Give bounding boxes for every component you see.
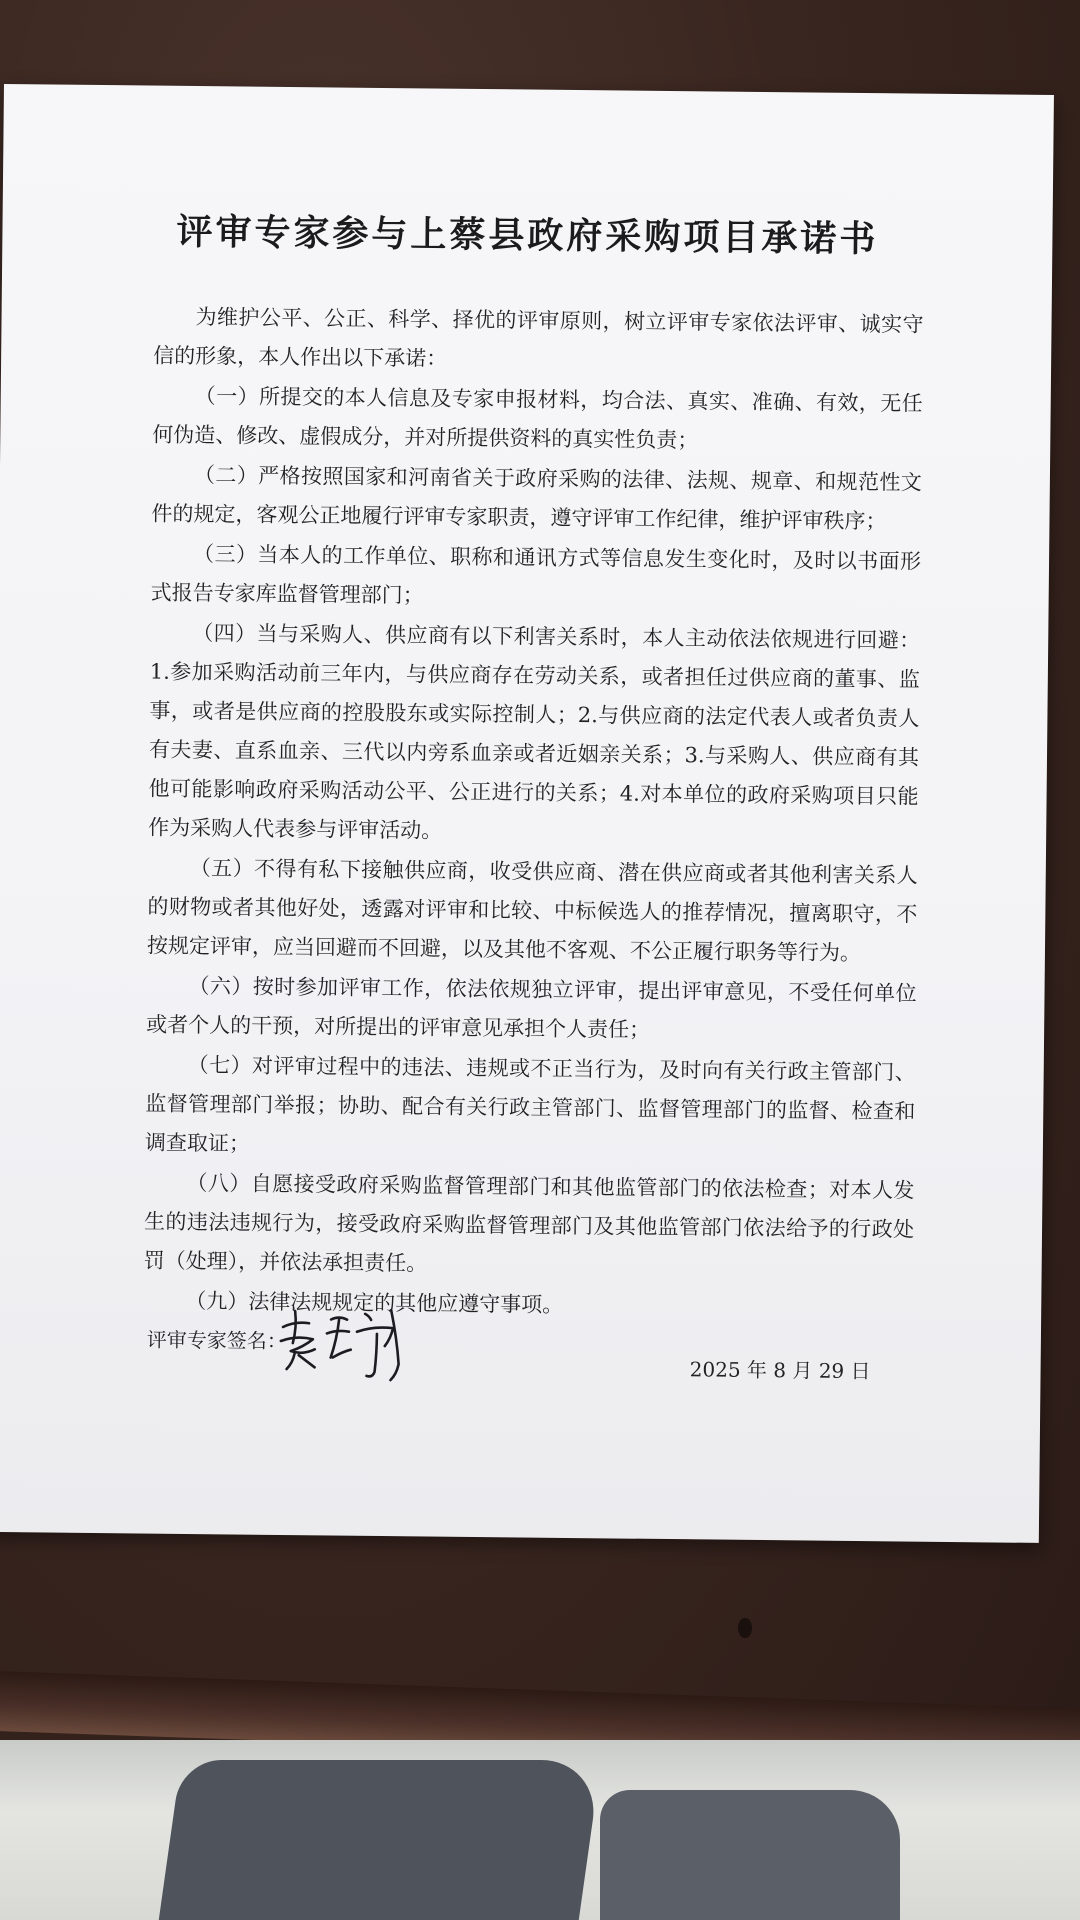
floor-shadow (159, 1760, 601, 1920)
document-body (143, 298, 924, 1330)
paragraph-item-4: （四）当与采购人、供应商有以下利害关系时，本人主动依法依规进行回避：1.参加采购活动前三年内，与供应商存在劳动关系，或者担任过供应商的董事、监事，或者是供应商的控股股东或实际控制人；2.与供应商的法定代表人或者负责人有夫妻、直系血亲、三代以内旁系血亲或者近姻亲关系；3.与采购人、供应商有其他可能影响政府采购活动公平、公正进行的关系；4.对本单位的政府采购项目只能作为采购人代表参与评审活动。 (148, 621, 921, 843)
floor-shadow-secondary (600, 1790, 900, 1920)
paragraph-item-9: （九）法律法规规定的其他应遵守事项。 (185, 1288, 564, 1317)
signature-label: 评审专家签名： (146, 1327, 287, 1354)
handwritten-signature (272, 1297, 423, 1385)
paragraph-item-1: （一）所提交的本人信息及专家申报材料，均合法、真实、准确、有效，无任何伪造、修改、虚假成分，并对所提供资料的真实性负责； (152, 384, 923, 453)
table-spot (738, 1618, 752, 1638)
paragraph-item-8: （八）自愿接受政府采购监督管理部门和其他监管部门的依法检查；对本人发生的违法违规行为，接受政府采购监督管理部门及其他监管部门依法给予的行政处罚（处理），并依法承担责任。 (143, 1170, 915, 1276)
paragraph-item-5: （五）不得有私下接触供应商，收受供应商、潜在供应商或者其他利害关系人的财物或者其他好处，透露对评审和比较、中标候选人的推荐情况，擅离职守，不按规定评审，应当回避而不回避，以及其他不客观、不公正履行职务等行为。 (146, 855, 918, 966)
paragraph-item-6: （六）按时参加评审工作，依法依规独立评审，提出评审意见，不受任何单位或者个人的干预，对所提出的评审意见承担个人责任； (146, 973, 917, 1042)
signature-row (146, 1304, 917, 1402)
paragraph-item-7: （七）对评审过程中的违法、违规或不正当行为，及时向有关行政主管部门、监督管理部门举报；协助、配合有关行政主管部门、监督管理部门的监督、检查和调查取证； (144, 1052, 916, 1156)
paragraph-intro: 为维护公平、公正、科学、择优的评审原则，树立评审专家依法评审、诚实守信的形象，本人作出以下承诺： (153, 305, 924, 371)
paragraph-item-3: （三）当本人的工作单位、职称和通讯方式等信息发生变化时，及时以书面形式报告专家库监督管理部门； (150, 542, 922, 608)
paragraph-item-2: （二）严格按照国家和河南省关于政府采购的法律、法规、规章、和规范性文件的规定，客观公正地履行评审专家职责，遵守评审工作纪律，维护评审秩序； (151, 463, 923, 534)
document-title: 评审专家参与上蔡县政府采购项目承诺书 (176, 210, 879, 261)
paper-sheet (0, 84, 1054, 1543)
signature-date: 2025 年 8 月 29 日 (689, 1357, 871, 1384)
